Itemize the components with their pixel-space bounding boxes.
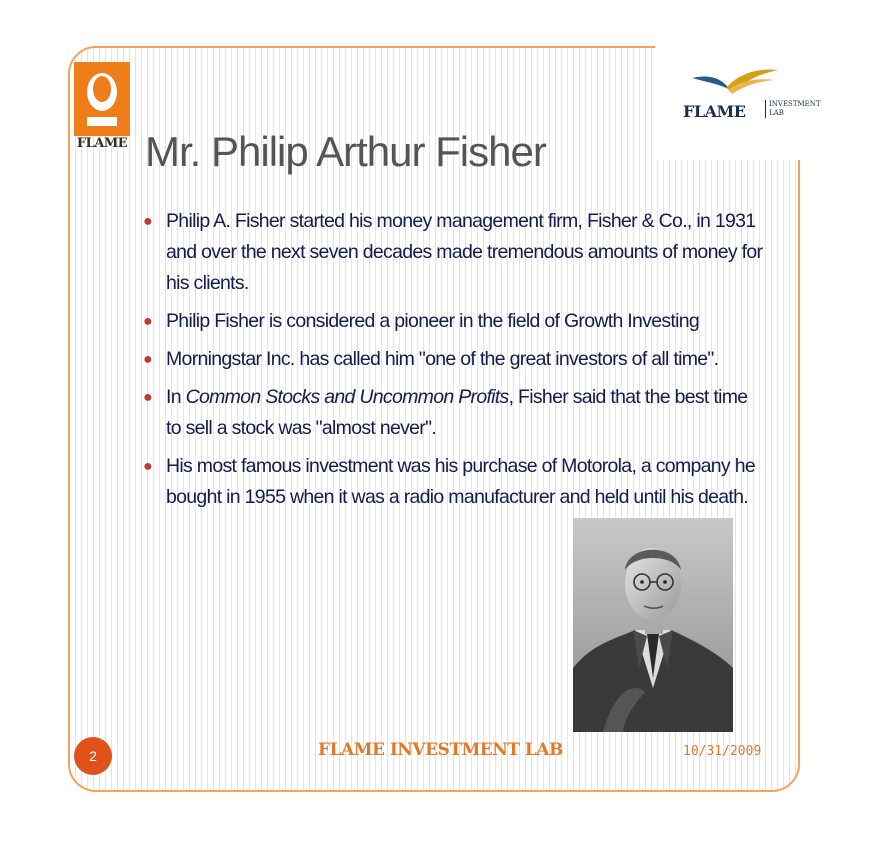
brand-main-text: FLAME <box>683 102 746 121</box>
bullet-dot-icon: ● <box>143 389 152 406</box>
bullet-text: His most famous investment was his purchase of Motorola, a company he bought in 1955 when it was a radio manufacturer and held until his death. <box>166 455 755 508</box>
flame-logo-text: FLAME <box>76 136 128 151</box>
brand-sub-line2: LAB <box>769 109 784 117</box>
footer-brand: FLAME INVESTMENT LAB <box>318 740 563 760</box>
brand-sub-line1: INVESTMENT <box>769 100 821 108</box>
bullet-item <box>143 451 763 513</box>
slide-title: Mr. Philip Arthur Fisher <box>145 128 546 175</box>
flame-bird-logo-icon <box>690 64 780 98</box>
bullet-item <box>143 306 763 337</box>
bullet-text-prefix: In <box>166 386 186 408</box>
brand-sub-text <box>765 100 821 118</box>
bullet-text: Philip Fisher is considered a pioneer in the field of Growth Investing <box>166 310 700 332</box>
flame-logo <box>74 62 130 156</box>
bullet-text: Morningstar Inc. has called him "one of the great investors of all time". <box>166 348 719 370</box>
bullet-dot-icon: ● <box>143 458 152 475</box>
bullet-dot-icon: ● <box>143 213 152 230</box>
bullet-item <box>143 206 763 299</box>
book-title: Common Stocks and Uncommon Profits <box>185 386 509 408</box>
page-number-badge: 2 <box>74 737 112 775</box>
bullet-item <box>143 344 763 375</box>
bullet-dot-icon: ● <box>143 351 152 368</box>
footer-date: 10/31/2009 <box>683 744 762 759</box>
flame-investment-lab-logo <box>655 44 821 160</box>
portrait-photo <box>573 518 733 732</box>
bullet-text: Philip A. Fisher started his money management firm, Fisher & Co., in 1931 and over the next seven decades made tremendous amounts of money for his clients. <box>166 210 763 294</box>
bullet-text-suffix: , Fisher said that the best time to sell a stock was "almost never". <box>166 386 748 439</box>
bullet-dot-icon: ● <box>143 313 152 330</box>
flame-logo-icon <box>74 62 130 136</box>
bullet-item <box>143 382 763 444</box>
bullet-list <box>143 206 763 520</box>
